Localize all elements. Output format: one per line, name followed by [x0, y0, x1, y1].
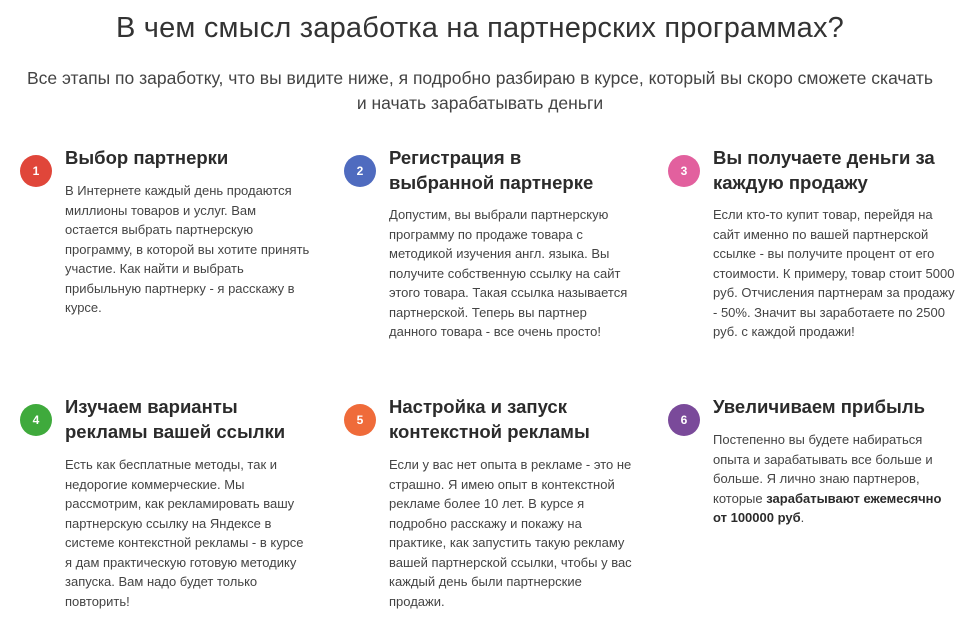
- step-number-badge: 6: [668, 404, 700, 436]
- step-title: Изучаем варианты рекламы вашей ссылки: [65, 396, 286, 442]
- step-text-main: Постепенно вы будете набираться опыта и зарабатывать все больше и больше. Я лично знаю партнеров, которые: [713, 432, 933, 506]
- step-text: Есть как бесплатные методы, так и недорогие коммерческие. Мы рассмотрим, как рекламировать вашу партнерскую ссылку на Яндексе в системе контекстной рекламы - в курсе я дам практическую готовую методику запуска. Вам надо будет только повторить!: [65, 457, 304, 609]
- step-title: Вы получаете деньги за каждую продажу: [713, 147, 935, 193]
- step-number-badge: 5: [344, 404, 376, 436]
- step-text: Если кто-то купит товар, перейдя на сайт именно по вашей партнерской ссылке - вы получите процент от его стоимости. К примеру, товар стоит 5000 руб. Отчисления партнерам за продажу - 50%. Значит вы заработаете по 2500 руб. с каждой продажи!: [713, 207, 955, 339]
- step-text-end: .: [800, 510, 805, 525]
- step-text: Если у вас нет опыта в рекламе - это не страшно. Я имею опыт в контекстной рекламе более 10 лет. В курсе я подробно расскажу и покажу на практике, как запустить такую рекламу вашей партнерской ссылки, чтобы у вас каждый день были партнерские продажи.: [389, 457, 632, 609]
- step-title: Регистрация в выбранной партнерке: [389, 147, 594, 193]
- step-title: Настройка и запуск контекстной рекламы: [389, 396, 590, 442]
- step-text: Допустим, вы выбрали партнерскую программу по продаже товара с методикой изучения англ. языка. Вы получите собственную ссылку на сайт этого товара. Такая ссылка называется партнерской. Теперь вы партнер данного товара - все очень просто!: [389, 207, 628, 339]
- step-number-badge: 1: [20, 155, 52, 187]
- page-title: В чем смысл заработка на партнерских программах?: [115, 12, 844, 44]
- step-number-badge: 4: [20, 404, 52, 436]
- step-number-badge: 3: [668, 155, 700, 187]
- page-subtitle: Все этапы по заработку, что вы видите ниже, я подробно разбираю в курсе, который вы скоро сможете скачать и начать зарабатывать деньги: [26, 68, 934, 113]
- step-text: [713, 430, 958, 528]
- step-text: В Интернете каждый день продаются миллионы товаров и услуг. Вам остается выбрать партнерскую программу, в которой вы хотите принять участие. Как найти и выбрать прибыльную партнерку - я расскажу в курсе.: [65, 183, 310, 315]
- step-number-badge: 2: [344, 155, 376, 187]
- step-text-bold: зарабатывают ежемесячно от 100000 руб: [713, 490, 942, 525]
- step-title: Увеличиваем прибыль: [713, 396, 925, 417]
- step-title: Выбор партнерки: [65, 147, 229, 168]
